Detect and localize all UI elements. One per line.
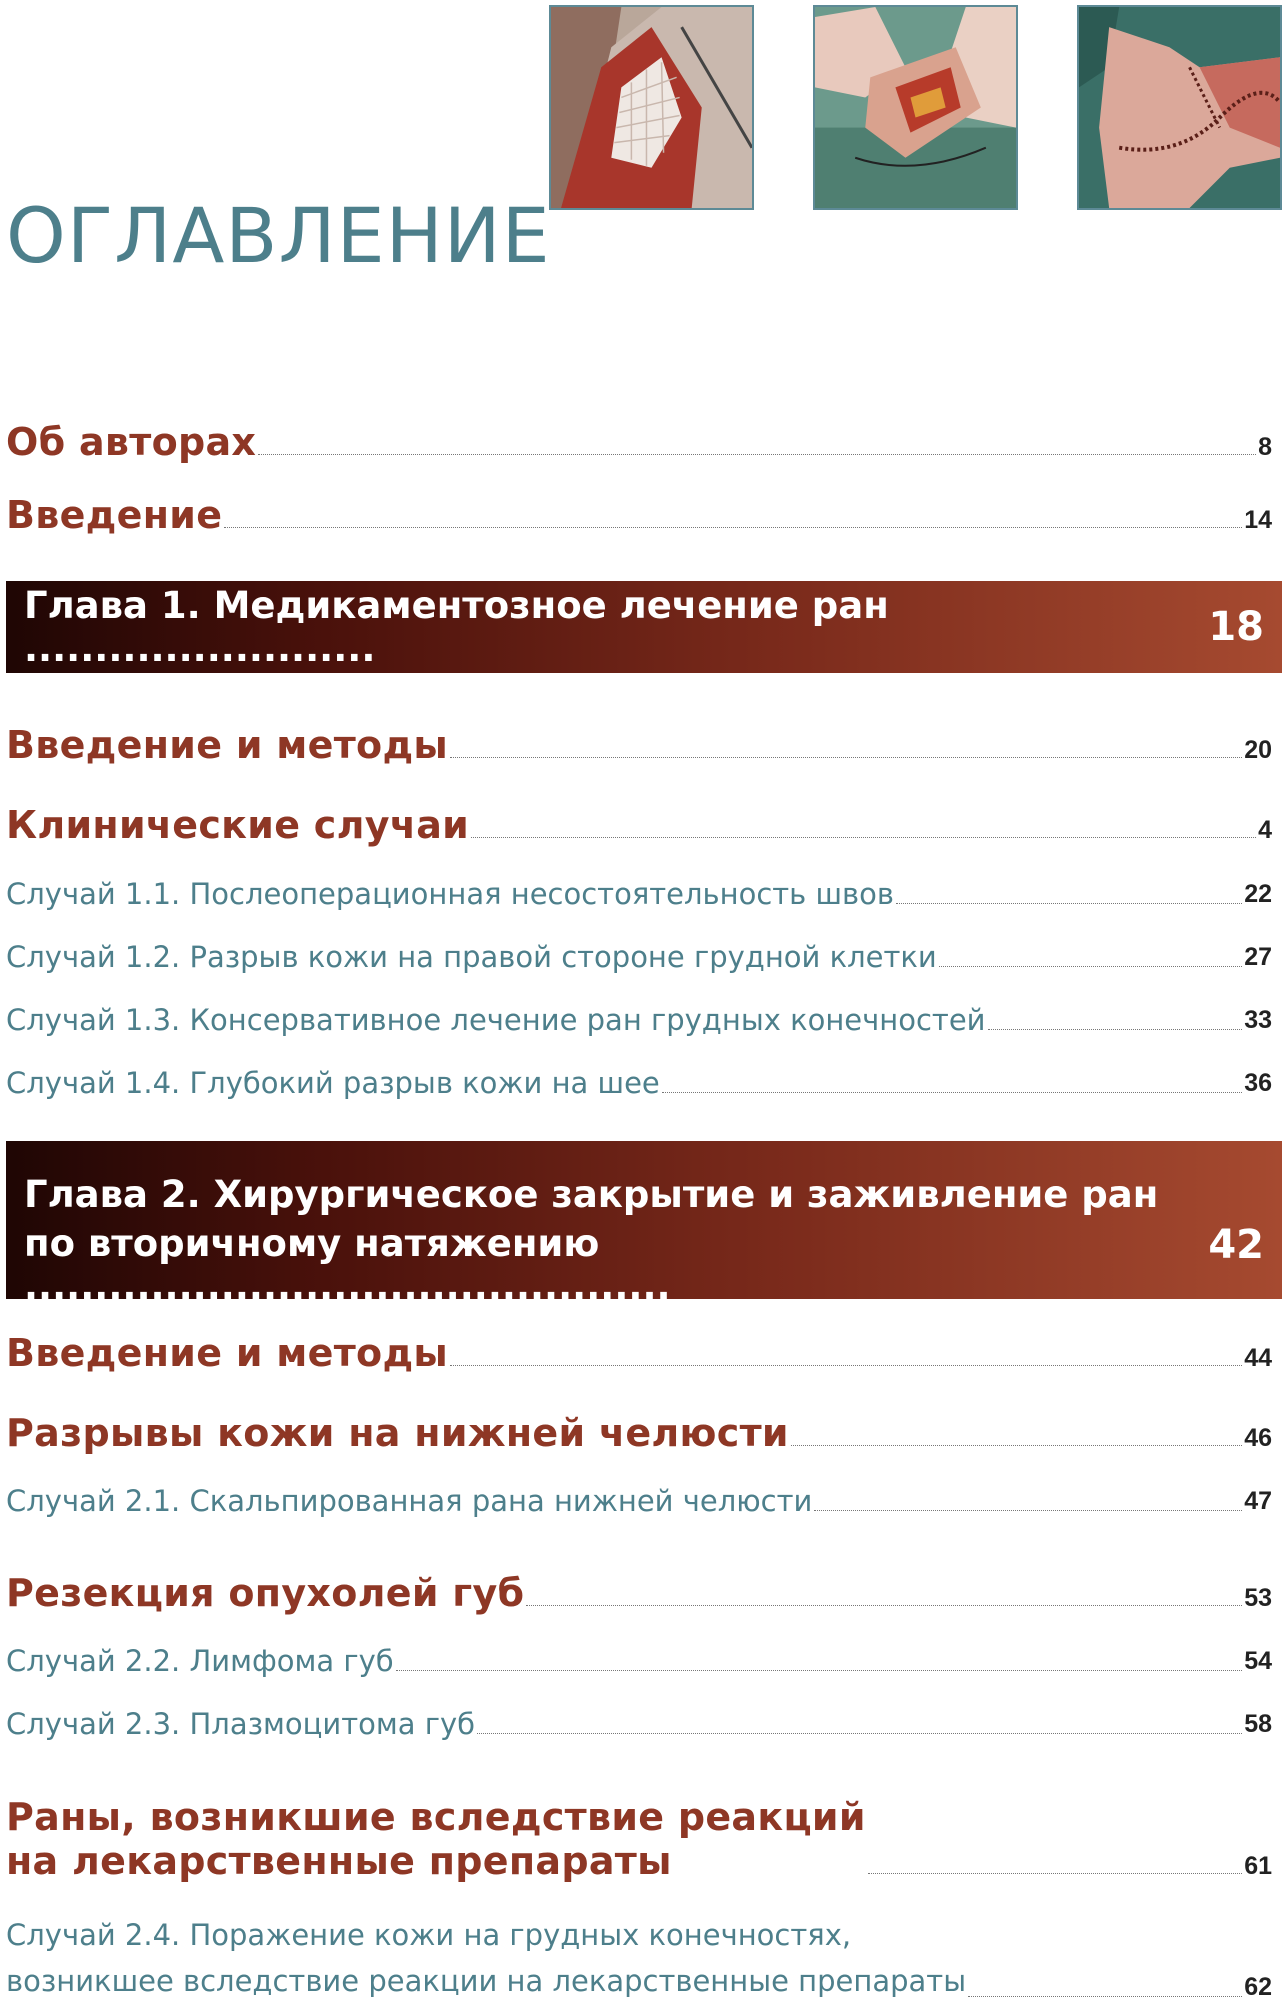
chapter-page-number: 42 xyxy=(1208,1222,1264,1268)
toc-entry-ch1-cases[interactable] xyxy=(6,803,1272,847)
page-number: 27 xyxy=(1244,943,1272,971)
entry-label: Введение xyxy=(6,493,223,537)
dot-leader xyxy=(988,1029,1243,1030)
entry-label xyxy=(6,1912,966,2004)
dot-leader xyxy=(868,1873,1242,1874)
page-number: 61 xyxy=(1244,1852,1272,1880)
toc-entry-ch2-methods[interactable] xyxy=(6,1331,1272,1375)
dot-leader xyxy=(224,527,1242,528)
chapter-title-line2: по вторичному натяжению .............................................. xyxy=(24,1222,671,1308)
dot-leader xyxy=(526,1605,1242,1606)
dot-leader xyxy=(477,1733,1242,1734)
toc-entry-jaw[interactable] xyxy=(6,1411,1272,1455)
chapter-title-line1: Глава 2. Хирургическое закрытие и заживление ран xyxy=(24,1173,1159,1216)
entry-label-line2: возникшее вследствие реакции на лекарственные препараты xyxy=(6,1964,967,1998)
chapter-title: Глава 1. Медикаментозное лечение ран ......................... xyxy=(24,584,889,670)
chapter-2-banner[interactable] xyxy=(6,1141,1282,1308)
entry-label: Разрывы кожи на нижней челюсти xyxy=(6,1411,789,1455)
entry-label: Случай 2.3. Плазмоцитома губ xyxy=(6,1707,475,1741)
toc-entry-authors[interactable] xyxy=(6,420,1272,464)
dot-leader xyxy=(258,454,1256,455)
suturing-surgery-photo xyxy=(813,5,1018,210)
page-title: ОГЛАВЛЕНИЕ xyxy=(6,191,551,280)
page-number: 54 xyxy=(1244,1647,1272,1675)
toc-entry-drug-reactions[interactable] xyxy=(6,1795,1272,1883)
entry-label: Случай 1.4. Глубокий разрыв кожи на шее xyxy=(6,1066,660,1100)
toc-entry-ch1-methods[interactable] xyxy=(6,723,1272,767)
gauze-dressed-wound-photo xyxy=(549,5,754,210)
toc-entry-lip[interactable] xyxy=(6,1571,1272,1615)
toc-entry-case-2-1[interactable] xyxy=(6,1484,1272,1518)
sutured-skin-flap-photo xyxy=(1077,5,1282,210)
page-number: 53 xyxy=(1244,1584,1272,1612)
dot-leader xyxy=(471,837,1256,838)
page-number: 14 xyxy=(1244,506,1272,534)
dot-leader xyxy=(396,1670,1242,1671)
page-number: 33 xyxy=(1244,1006,1272,1034)
page-number: 20 xyxy=(1244,736,1272,764)
page-number: 36 xyxy=(1244,1069,1272,1097)
entry-label: Случай 2.2. Лимфома губ xyxy=(6,1644,394,1678)
dot-leader xyxy=(450,757,1242,758)
entry-label-line1: Раны, возникшие вследствие реакций xyxy=(6,1795,866,1839)
dot-leader xyxy=(450,1365,1242,1366)
entry-label: Случай 1.3. Консервативное лечение ран грудных конечностей xyxy=(6,1003,986,1037)
entry-label: Случай 2.1. Скальпированная рана нижней челюсти xyxy=(6,1484,813,1518)
toc-entry-case-1-3[interactable] xyxy=(6,1003,1272,1037)
entry-label: Случай 1.1. Послеоперационная несостоятельность швов xyxy=(6,877,894,911)
chapter-page-number: 18 xyxy=(1208,604,1264,650)
toc-entry-case-1-4[interactable] xyxy=(6,1066,1272,1100)
dot-leader xyxy=(662,1092,1242,1093)
dot-leader xyxy=(939,966,1242,967)
toc-entry-case-2-4[interactable] xyxy=(6,1912,1272,2004)
page-number: 22 xyxy=(1244,880,1272,908)
dot-leader xyxy=(814,1510,1242,1511)
entry-label: Резекция опухолей губ xyxy=(6,1571,525,1615)
entry-label-line2: на лекарственные препараты xyxy=(6,1839,672,1883)
page-number: 8 xyxy=(1258,433,1272,461)
toc-entry-intro[interactable] xyxy=(6,493,1272,537)
entry-label-line1: Случай 2.4. Поражение кожи на грудных конечностях, xyxy=(6,1918,852,1952)
dot-leader xyxy=(896,903,1242,904)
entry-label: Введение и методы xyxy=(6,723,449,767)
toc-entry-case-2-2[interactable] xyxy=(6,1644,1272,1678)
entry-label: Случай 1.2. Разрыв кожи на правой стороне грудной клетки xyxy=(6,940,937,974)
dot-leader xyxy=(791,1445,1242,1446)
page-number: 47 xyxy=(1244,1487,1272,1515)
chapter-1-banner[interactable] xyxy=(6,581,1282,673)
page-number: 62 xyxy=(1244,1973,1272,2001)
toc-entry-case-1-1[interactable] xyxy=(6,877,1272,911)
page-number: 58 xyxy=(1244,1710,1272,1738)
entry-label: Введение и методы xyxy=(6,1331,449,1375)
dot-leader xyxy=(968,1996,1242,1997)
entry-label: Клинические случаи xyxy=(6,803,470,847)
page-number: 46 xyxy=(1244,1424,1272,1452)
entry-label xyxy=(6,1795,866,1883)
page-number: 44 xyxy=(1244,1344,1272,1372)
page-number: 4 xyxy=(1258,816,1272,844)
entry-label: Об авторах xyxy=(6,420,257,464)
toc-entry-case-1-2[interactable] xyxy=(6,940,1272,974)
toc-entry-case-2-3[interactable] xyxy=(6,1707,1272,1741)
